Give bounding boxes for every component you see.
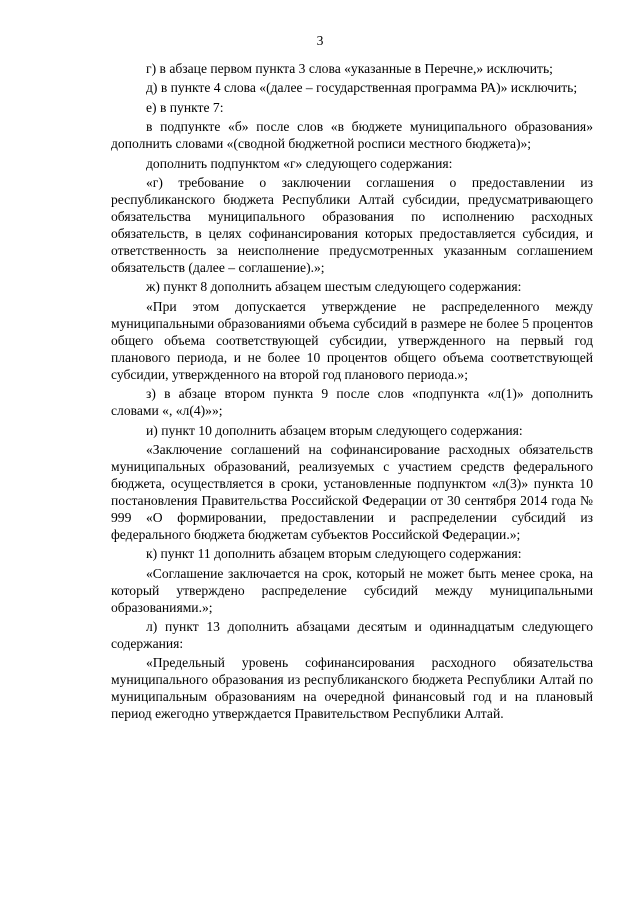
paragraph-amendment-i: и) пункт 10 дополнить абзацем вторым следующего содержания: bbox=[146, 422, 523, 438]
paragraph-subpoint-b: в подпункте «б» после слов «в бюджете муниципального образования» дополнить словами «(сводной бюджетной росписи местного бюджета)»; bbox=[111, 119, 593, 152]
paragraph-amendment-e: е) в пункте 7: bbox=[146, 99, 224, 115]
paragraph-amendment-l: л) пункт 13 дополнить абзацами десятым и одиннадцатым следующего содержания: bbox=[111, 619, 593, 652]
paragraph-point-8-text: «При этом допускается утверждение не распределенного между муниципальными образованиями объема субсидий в размере не более 5 процентов общего объема соответствующей субсидии, утвержденного на первый год планового периода, и не более 10 процентов общего объема соответствующей субсидии, утвержденного на второй год планового периода.»; bbox=[111, 298, 593, 382]
document-body bbox=[111, 60, 593, 725]
paragraph-point-11-text: «Соглашение заключается на срок, который не может быть менее срока, на который утверждено распределение субсидий между муниципальными образованиями.»; bbox=[111, 565, 593, 615]
paragraph-amendment-g: г) в абзаце первом пункта 3 слова «указанные в Перечне,» исключить; bbox=[146, 61, 553, 76]
paragraph-amendment-k: к) пункт 11 дополнить абзацем вторым следующего содержания: bbox=[146, 546, 522, 562]
paragraph-add-subpoint-g: дополнить подпунктом «г» следующего содержания: bbox=[146, 155, 453, 171]
paragraph-amendment-zh: ж) пункт 8 дополнить абзацем шестым следующего содержания: bbox=[146, 279, 522, 295]
paragraph-subpoint-g-text: «г) требование о заключении соглашения о предоставлении из республиканского бюджета Республики Алтай субсидии, предусматривающего обязательства муниципального образования по исполнению расходных обязательств, в целях софинансирования которых предоставляется субсидия, и ответственность за неисполнение предусмотренных указанным соглашением обязательств (далее – соглашение).»; bbox=[111, 174, 593, 275]
paragraph-point-13-text: «Предельный уровень софинансирования расходного обязательства муниципального образования из республиканского бюджета Республики Алтай по муниципальным образованиям на очередной финансовый год и на плановый период ежегодно утверждается Правительством Республики Алтай. bbox=[111, 655, 593, 722]
paragraph-amendment-d: д) в пункте 4 слова «(далее – государственная программа РА)» исключить; bbox=[146, 80, 578, 96]
paragraph-amendment-z: з) в абзаце втором пункта 9 после слов «подпункта «л(1)» дополнить словами «, «л(4)»»; bbox=[111, 386, 593, 419]
page-number: 3 bbox=[316, 33, 324, 48]
paragraph-point-10-text: «Заключение соглашений на софинансирование расходных обязательств муниципальных образований, реализуемых с участием средств федерального бюджета, осуществляется в сроки, установленные подпунктом «л(3)» пункта 10 постановления Правительства Российской Федерации от 30 сентября 2014 года № 999 «О формировании, предоставлении и распределении субсидий из федерального бюджета бюджетам субъектов Российской Федерации.»; bbox=[111, 441, 593, 542]
